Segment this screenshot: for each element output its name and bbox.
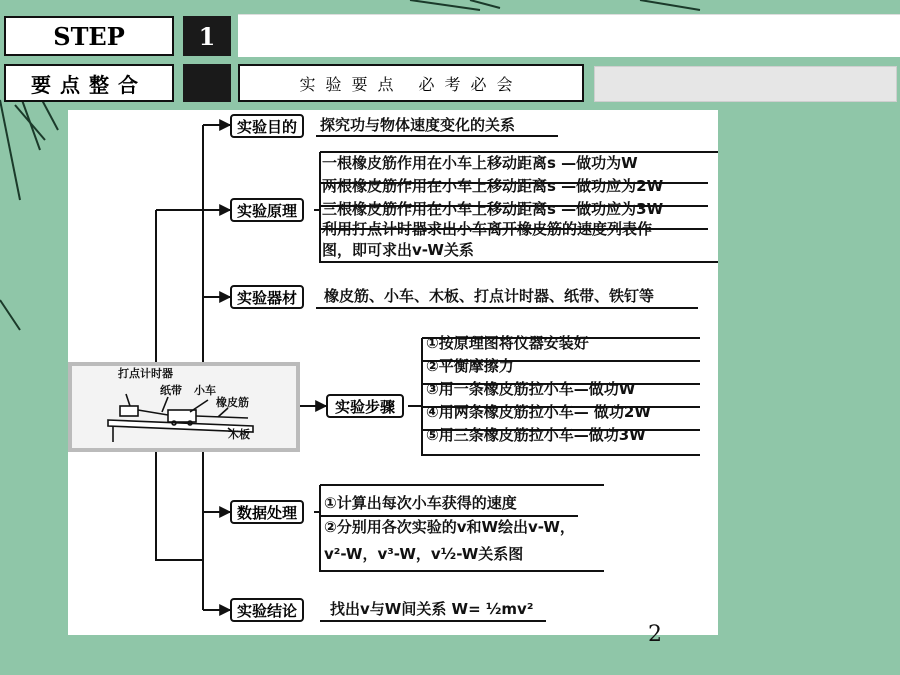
data-line-3: v²-W，v³-W，v½-W关系图 — [324, 545, 524, 563]
step-5: ⑤用三条橡皮筋拉小车—做功3W — [426, 426, 646, 444]
topic-label: 要点整合 — [4, 64, 174, 102]
topic-subtitle: 实验要点 必考必会 — [238, 64, 584, 102]
topic-band — [594, 66, 897, 102]
principle-line-2: 两根橡皮筋作用在小车上移动距离s —做功应为2W — [322, 177, 664, 195]
step-number: 1 — [183, 16, 231, 56]
category-equipment: 实验器材 — [230, 285, 304, 309]
figure-label-board: 木板 — [228, 428, 250, 441]
page-number: 2 — [648, 622, 662, 647]
principle-line-5: 图，即可求出v-W关系 — [322, 241, 474, 259]
step-label: STEP — [4, 16, 174, 56]
conclusion-text: 找出v与W间关系 W= ½mv² — [330, 600, 534, 618]
topic-marker — [183, 64, 231, 102]
figure-label-car: 小车 — [194, 384, 216, 397]
purpose-text: 探究功与物体速度变化的关系 — [320, 116, 516, 134]
concept-map-panel — [68, 110, 718, 635]
category-principle: 实验原理 — [230, 198, 304, 222]
step-3: ③用一条橡皮筋拉小车—做功W — [426, 380, 636, 398]
step-band — [238, 14, 900, 57]
category-data: 数据处理 — [230, 500, 304, 524]
principle-line-3: 三根橡皮筋作用在小车上移动距离s —做功应为3W — [322, 200, 664, 218]
figure-label-tape: 纸带 — [160, 384, 182, 397]
principle-line-1: 一根橡皮筋作用在小车上移动距离s —做功为W — [322, 154, 638, 172]
figure-label-rubber: 橡皮筋 — [216, 396, 249, 409]
category-steps: 实验步骤 — [326, 394, 404, 418]
category-conclusion: 实验结论 — [230, 598, 304, 622]
step-4: ④用两条橡皮筋拉小车— 做功2W — [426, 403, 651, 421]
data-line-2: ②分别用各次实验的v和W绘出v-W， — [324, 518, 575, 536]
figure-label-timer: 打点计时器 — [118, 367, 173, 380]
category-purpose: 实验目的 — [230, 114, 304, 138]
data-line-1: ①计算出每次小车获得的速度 — [324, 494, 517, 512]
equipment-text: 橡皮筋、小车、木板、打点计时器、纸带、铁钉等 — [324, 287, 655, 305]
apparatus-figure-frame — [70, 364, 298, 450]
step-2: ②平衡摩擦力 — [426, 357, 514, 375]
principle-line-4: 利用打点计时器求出小车离开橡皮筋的速度列表作 — [322, 220, 653, 238]
step-1: ①按原理图将仪器安装好 — [426, 334, 589, 352]
